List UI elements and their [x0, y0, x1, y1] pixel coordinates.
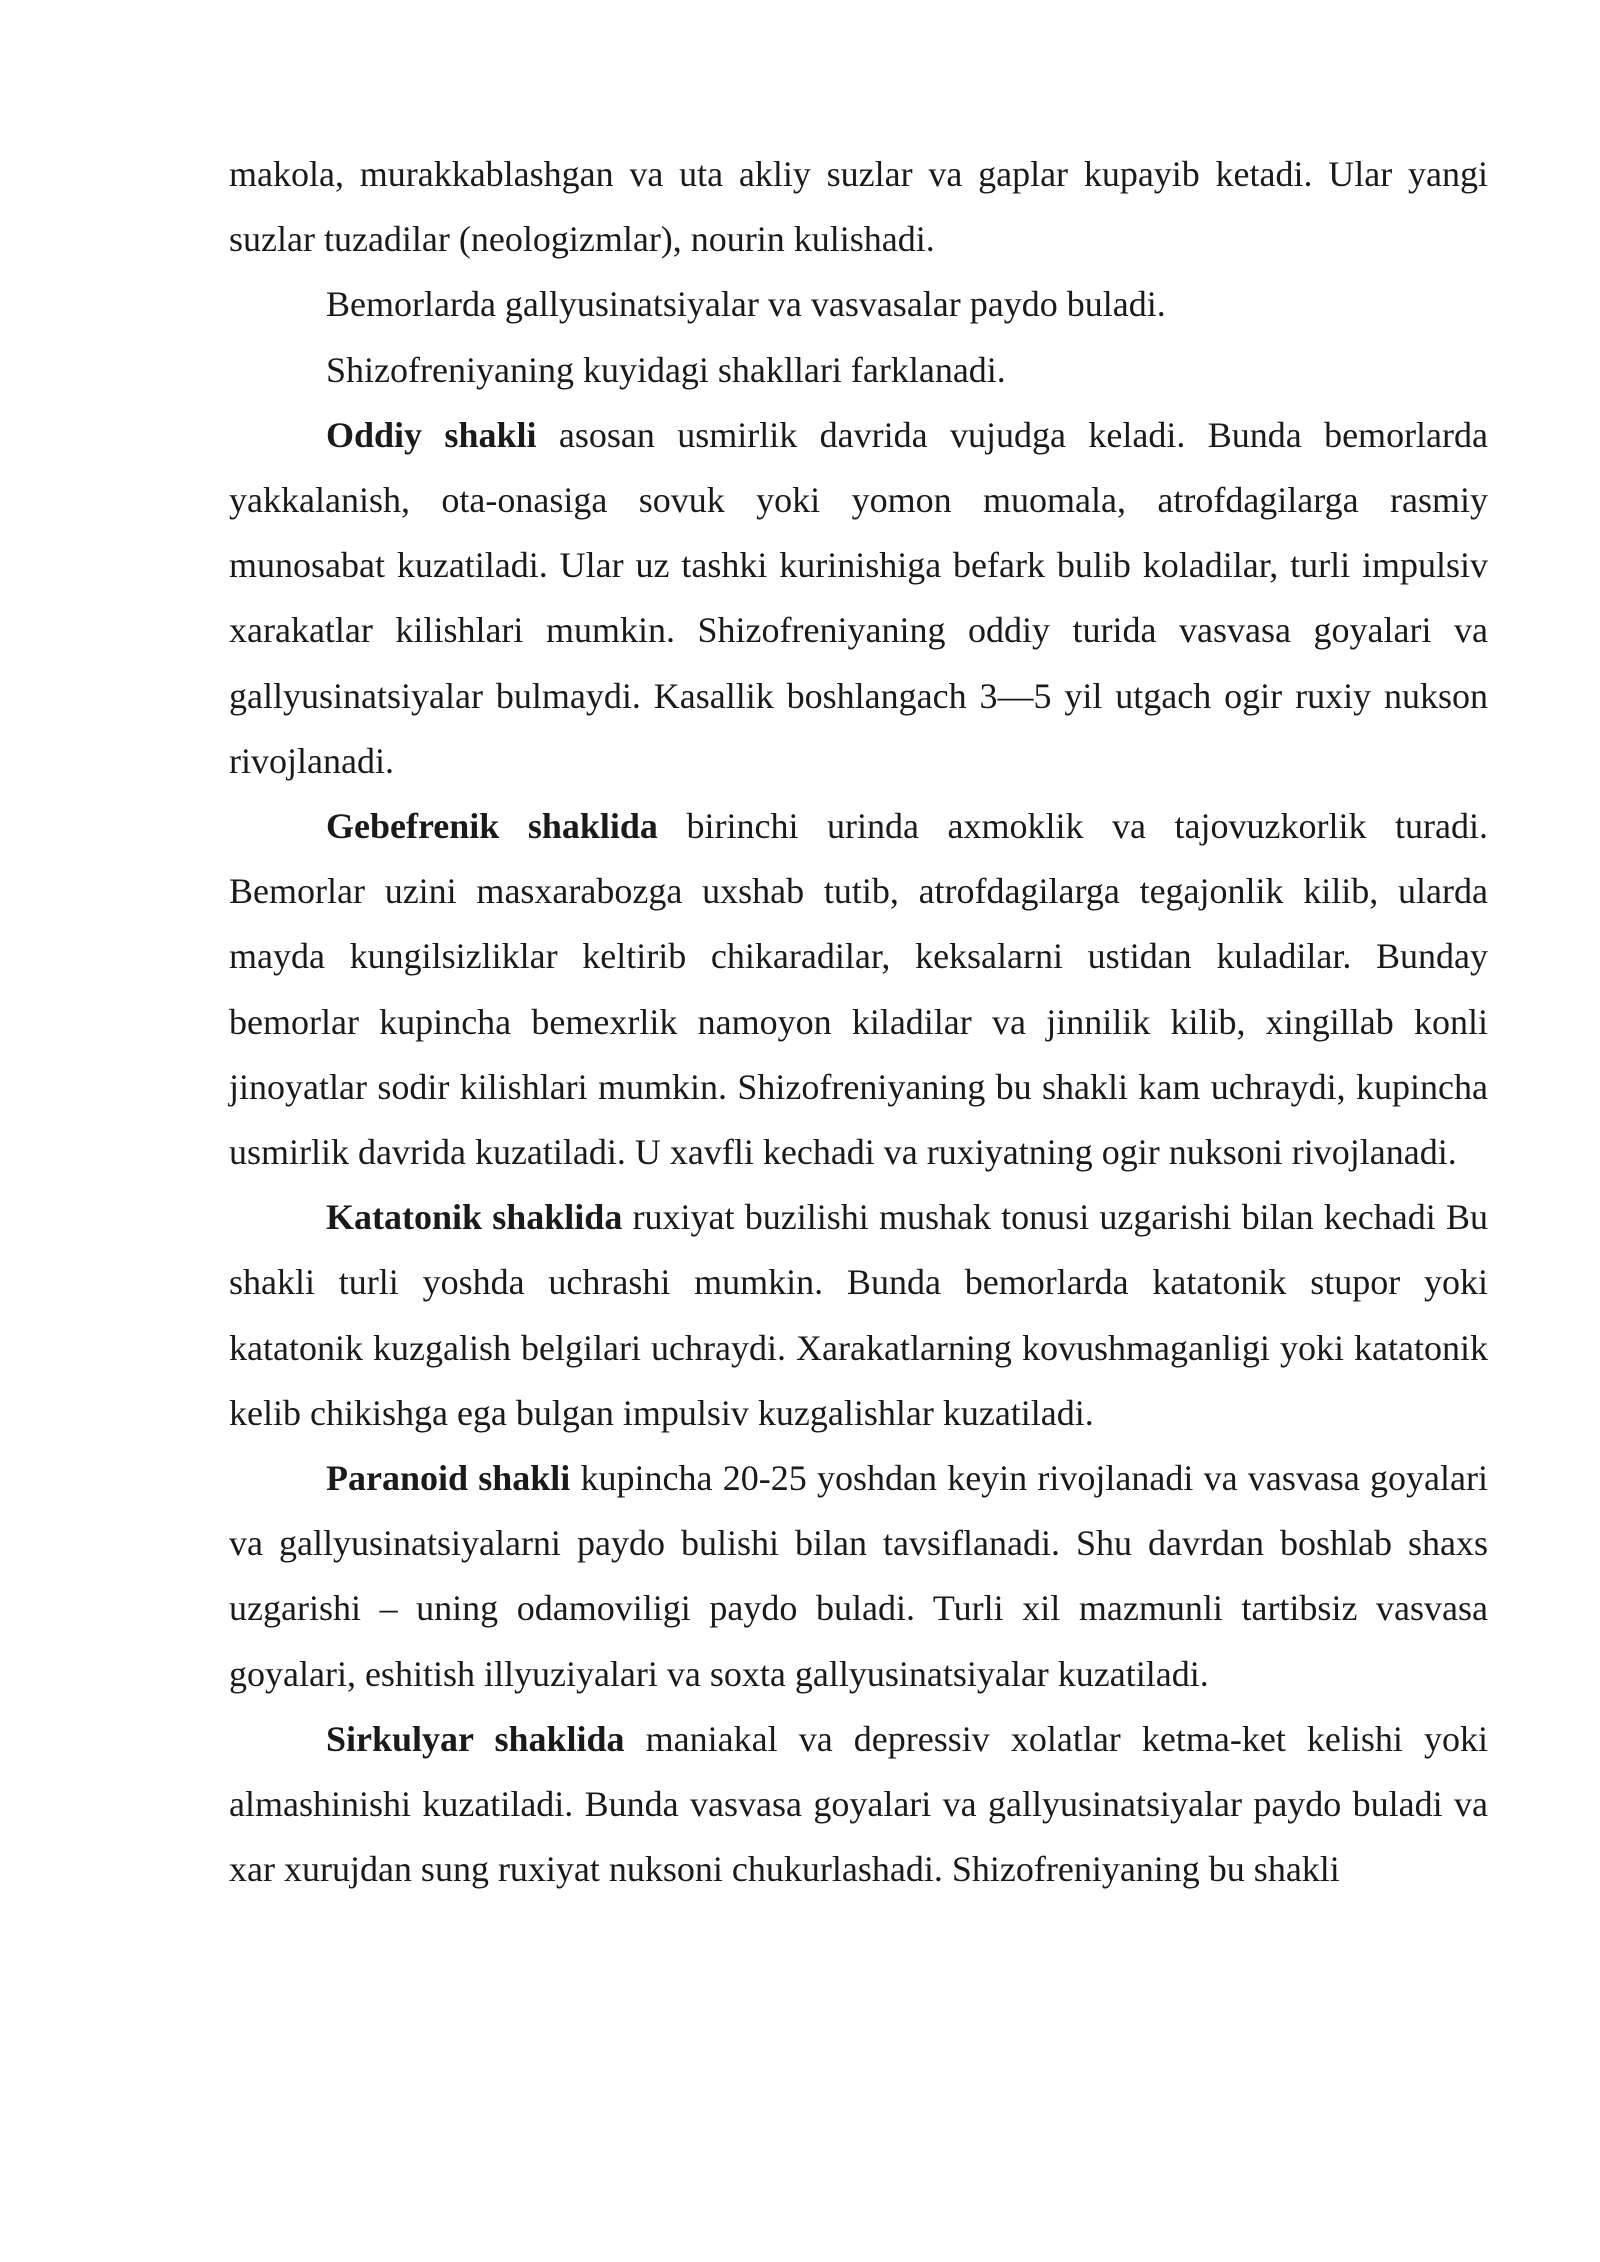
- paragraph-hallucinations: [229, 272, 1488, 337]
- paragraph-text: Bemorlarda gallyusinatsiyalar va vasvasalar paydo buladi.: [326, 284, 1166, 325]
- paragraph-text: asosan usmirlik davrida vujudga keladi. Bunda bemorlarda yakkalanish, ota-onasiga sovuk yoki yomon muomala, atrofdagilarga rasmiy munosabat kuzatiladi. Ular uz tashki kurinishiga befark bulib koladilar, turli impulsiv xarakatlar kilishlari mumkin. Shizofreniyaning oddiy turida vasvasa goyalari va gallyusinatsiyalar bulmaydi. Kasallik boshlangach 3—5 yil utgach ogir ruxiy nukson rivojlanadi.: [229, 414, 1488, 781]
- term-heading: Katatonik shaklida: [326, 1197, 623, 1238]
- paragraph-text: maniakal va depressiv xolatlar ketma-ket kelishi yoki almashinishi kuzatiladi. Bunda vasvasa goyalari va gallyusinatsiyalar paydo buladi va xar xurujdan sung ruxiyat nuksoni chukurlashadi. Shizofreniyaning bu shakli: [229, 1718, 1489, 1890]
- paragraph-text: ruxiyat buzilishi mushak tonusi uzgarishi bilan kechadi Bu shakli turli yoshda uchrashi mumkin. Bunda bemorlarda katatonik stupor yoki katatonik kuzgalish belgilari uchraydi. Xarakatlarning kovushmaganligi yoki katatonik kelib chikishga ega bulgan impulsiv kuzgalishlar kuzatiladi.: [229, 1197, 1488, 1433]
- paragraph-intro: [229, 142, 1488, 272]
- document-page: [229, 142, 1488, 1902]
- paragraph-text: makola, murakkablashgan va uta akliy suzlar va gaplar kupayib ketadi. Ular yangi suzlar tuzadilar (neologizmlar), nourin kulishadi.: [229, 154, 1488, 260]
- paragraph-forms-intro: [229, 338, 1488, 403]
- paragraph-paranoid-form: [229, 1446, 1488, 1707]
- paragraph-circular-form: [229, 1707, 1488, 1903]
- term-heading: Paranoid shakli: [326, 1458, 571, 1499]
- paragraph-catatonic-form: [229, 1185, 1488, 1446]
- paragraph-text: birinchi urinda axmoklik va tajovuzkorlik turadi. Bemorlar uzini masxarabozga uxshab tutib, atrofdagilarga tegajonlik kilib, ularda mayda kungilsizliklar keltirib chikaradilar, keksalarni ustidan kuladilar. Bunday bemorlar kupincha bemexrlik namoyon kiladilar va jinnilik kilib, xingillab konli jinoyatlar sodir kilishlari mumkin. Shizofreniyaning bu shakli kam uchraydi, kupincha usmirlik davrida kuzatiladi. U xavfli kechadi va ruxiyatning ogir nuksoni rivojlanadi.: [229, 806, 1488, 1173]
- paragraph-text: Shizofreniyaning kuyidagi shakllari farklanadi.: [326, 349, 1006, 390]
- paragraph-hebephrenic-form: [229, 794, 1488, 1185]
- term-heading: Oddiy shakli: [326, 414, 537, 455]
- paragraph-simple-form: [229, 403, 1488, 794]
- term-heading: Gebefrenik shaklida: [326, 806, 658, 847]
- paragraph-text: kupincha 20-25 yoshdan keyin rivojlanadi va vasvasa goyalari va gallyusinatsiyalarni paydo bulishi bilan tavsiflanadi. Shu davrdan boshlab shaxs uzgarishi – uning odamoviligi paydo buladi. Turli xil mazmunli tartibsiz vasvasa goyalari, eshitish illyuziyalari va soxta gallyusinatsiyalar kuzatiladi.: [229, 1458, 1488, 1694]
- term-heading: Sirkulyar shaklida: [326, 1718, 625, 1759]
